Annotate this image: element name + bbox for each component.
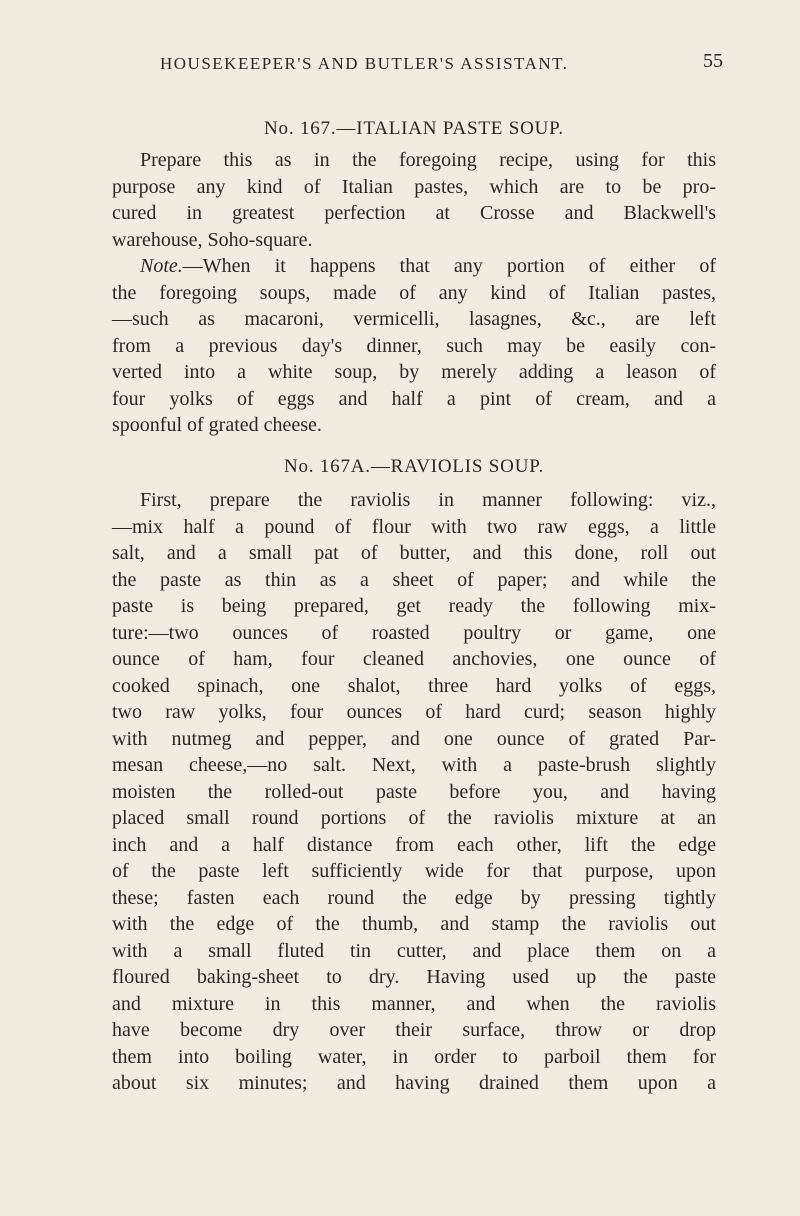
text-line: the foregoing soups, made of any kind of Italian pastes, [112, 281, 716, 304]
note-first-line [112, 253, 716, 280]
text-line: —such as macaroni, vermicelli, lasagnes, &c., are left [112, 308, 716, 330]
text-line: Prepare this as in the foregoing recipe, using for this [140, 149, 716, 171]
text-line: purpose any kind of Italian pastes, which are to be pro- [112, 175, 716, 198]
text-line: have become dry over their surface, throw or drop [112, 1019, 716, 1041]
text-line: four yolks of eggs and half a pint of cream, and a [112, 387, 716, 410]
recipe-167-heading-block [112, 118, 716, 140]
text-line: cooked spinach, one shalot, three hard yolks of eggs, [112, 674, 716, 697]
note-text: —When it happens that any portion of either of [182, 255, 716, 277]
text-line: the paste as thin as a sheet of paper; and while the [112, 568, 716, 591]
text-line: cured in greatest perfection at Crosse and Blackwell's [112, 202, 716, 224]
recipe-heading: No. 167.—ITALIAN PASTE SOUP. [264, 118, 564, 139]
text-line: mesan cheese,—no salt. Next, with a paste-brush slightly [112, 754, 716, 776]
text-line: with nutmeg and pepper, and one ounce of grated Par- [112, 727, 716, 750]
text-line: floured baking-sheet to dry. Having used up the paste [112, 966, 716, 988]
text-line: warehouse, Soho-square. [112, 228, 313, 251]
text-line: inch and a half distance from each other, lift the edge [112, 833, 716, 856]
text-line: salt, and a small pat of butter, and this done, roll out [112, 542, 716, 564]
text-line: of the paste left sufficiently wide for that purpose, upon [112, 860, 716, 882]
text-line: them into boiling water, in order to parboil them for [112, 1045, 716, 1068]
recipe-167a-heading-block [112, 456, 716, 478]
text-line: verted into a white soup, by merely adding a leason of [112, 361, 716, 383]
text-line: ture:—two ounces of roasted poultry or game, one [112, 621, 716, 644]
text-line: about six minutes; and having drained them upon a [112, 1072, 716, 1094]
page-number: 55 [703, 50, 723, 72]
text-line: First, prepare the raviolis in manner following: viz., [140, 489, 716, 511]
text-line: spoonful of grated cheese. [112, 414, 322, 436]
text-line: —mix half a pound of flour with two raw eggs, a little [112, 515, 716, 538]
text-line: moisten the rolled-out paste before you, and having [112, 780, 716, 803]
text-line: with a small fluted tin cutter, and place them on a [112, 939, 716, 962]
text-line: ounce of ham, four cleaned anchovies, one ounce of [112, 648, 716, 670]
text-line: these; fasten each round the edge by pressing tightly [112, 886, 716, 909]
recipe-167a-text [112, 487, 716, 1097]
text-line: with the edge of the thumb, and stamp the raviolis out [112, 913, 716, 935]
text-line: and mixture in this manner, and when the raviolis [112, 992, 716, 1015]
text-line: paste is being prepared, get ready the following mix- [112, 595, 716, 617]
recipe-167-text [112, 147, 716, 439]
text-line: placed small round portions of the raviolis mixture at an [112, 807, 716, 829]
text-line: from a previous day's dinner, such may be easily con- [112, 334, 716, 357]
note-label: Note. [140, 255, 183, 277]
running-head: HOUSEKEEPER'S AND BUTLER'S ASSISTANT. [160, 54, 569, 73]
recipe-heading: No. 167A.—RAVIOLIS SOUP. [283, 456, 545, 477]
text-line: two raw yolks, four ounces of hard curd; season highly [112, 701, 716, 723]
